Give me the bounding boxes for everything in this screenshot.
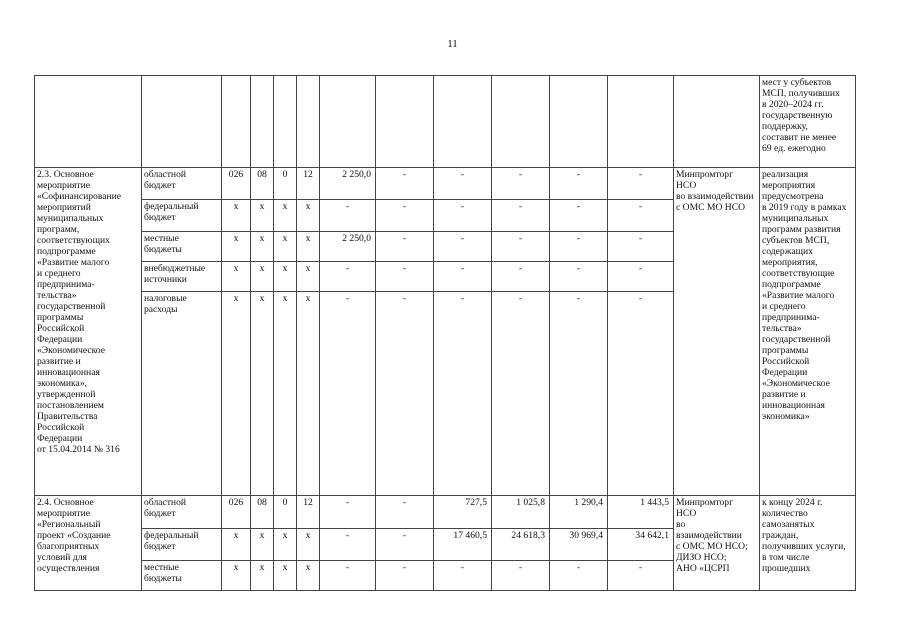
table-cell [608,76,674,168]
code-cell: 026 [222,168,251,200]
value-cell: - [320,292,376,496]
code-cell: х [222,200,251,232]
value-cell: - [492,200,550,232]
value-cell: 2 250,0 [320,168,376,200]
code-cell: х [297,561,320,591]
value-cell: 17 460,5 [434,529,492,561]
value-cell: - [434,292,492,496]
value-cell: - [608,561,674,591]
value-cell: 1 443,5 [608,496,674,529]
value-cell: - [492,232,550,262]
table-row [35,76,856,168]
table-cell [142,76,222,168]
value-cell: - [492,561,550,591]
value-cell: 727,5 [434,496,492,529]
table-cell [376,76,434,168]
value-cell: - [376,292,434,496]
value-cell: - [434,561,492,591]
code-cell: х [274,262,297,292]
code-cell: х [251,200,274,232]
value-cell: - [608,262,674,292]
executor-2-4: Минпромторг НСО во взаимодействии с ОМС МО НСО; ДИЗО НСО; АНО «ЦСРП [674,496,760,591]
table-row [35,168,856,200]
value-cell: - [434,200,492,232]
value-cell: - [376,168,434,200]
table-row [35,496,856,529]
value-cell: - [608,232,674,262]
table-cell [297,76,320,168]
value-cell: - [492,168,550,200]
code-cell: х [222,262,251,292]
funding-source: областной бюджет [142,496,222,529]
value-cell: - [376,232,434,262]
measure-name-2-4: 2.4. Основное мероприятие «Региональный проект «Создание благоприятных условий для осуществления [35,496,142,591]
code-cell: х [297,529,320,561]
code-cell: 0 [274,496,297,529]
executor-2-3: Минпромторг НСО во взаимодействии с ОМС МО НСО [674,168,760,496]
table-cell [35,76,142,168]
value-cell: - [320,200,376,232]
value-cell: - [376,262,434,292]
value-cell: - [434,262,492,292]
table-cell [674,76,760,168]
code-cell: х [251,292,274,496]
page-number: 11 [447,38,458,50]
value-cell: - [376,200,434,232]
code-cell: 12 [297,168,320,200]
code-cell: х [222,561,251,591]
code-cell: х [274,529,297,561]
funding-source: налоговые расходы [142,292,222,496]
code-cell: х [251,262,274,292]
value-cell: - [434,168,492,200]
measure-name-2-3: 2.3. Основное мероприятие «Софинансирование мероприятий муниципальных программ, соответствующих подпрограмме «Развитие малого и среднего предпринима- тельства» государственной программы Российской Федерации «Экономическое развитие и инновационная экономика», утвержденной постановлением Правительства Российской Федерации от 15.04.2014 № 316 [35,168,142,496]
value-cell: 24 618,3 [492,529,550,561]
code-cell: х [222,232,251,262]
program-table [34,75,856,591]
value-cell: - [320,561,376,591]
code-cell: х [251,561,274,591]
code-cell: 12 [297,496,320,529]
table-cell [222,76,251,168]
value-cell: - [376,561,434,591]
value-cell: - [434,232,492,262]
table-cell [251,76,274,168]
code-cell: х [251,529,274,561]
code-cell: х [274,200,297,232]
table-cell [550,76,608,168]
table-cell [320,76,376,168]
value-cell: - [376,529,434,561]
result-2-4: к концу 2024 г. количество самозанятых граждан, получивших услуги, в том числе прошедших [760,496,856,591]
value-cell: - [320,496,376,529]
table-cell [434,76,492,168]
value-cell: - [492,262,550,292]
code-cell: х [297,292,320,496]
code-cell: х [251,232,274,262]
funding-source: местные бюджеты [142,561,222,591]
code-cell: х [222,292,251,496]
code-cell: х [297,232,320,262]
value-cell: - [550,200,608,232]
result-cell: мест у субъектов МСП, получивших в 2020–2024 гг. государственную поддержку, составит не менее 69 ед. ежегодно [760,76,856,168]
value-cell: - [550,561,608,591]
result-2-3: реализация мероприятия предусмотрена в 2019 году в рамках муниципальных программ развития субъектов МСП, содержащих мероприятия, соответствующие подпрограмме «Развитие малого и среднего предпринима- тельства» государственной программы Российской Федерации «Экономическое развитие и инновационная экономика» [760,168,856,496]
code-cell: х [297,262,320,292]
code-cell: х [222,529,251,561]
code-cell: х [274,292,297,496]
table-cell [492,76,550,168]
value-cell: - [608,292,674,496]
value-cell: - [376,496,434,529]
code-cell: 08 [251,496,274,529]
code-cell: 026 [222,496,251,529]
value-cell: - [608,168,674,200]
value-cell: 1 290,4 [550,496,608,529]
value-cell: - [320,529,376,561]
value-cell: - [550,168,608,200]
funding-source: местные бюджеты [142,232,222,262]
table-cell [274,76,297,168]
value-cell: - [550,232,608,262]
funding-source: внебюджетные источники [142,262,222,292]
value-cell: 2 250,0 [320,232,376,262]
funding-source: федеральный бюджет [142,529,222,561]
value-cell: - [492,292,550,496]
code-cell: х [274,232,297,262]
value-cell: - [550,262,608,292]
funding-source: областной бюджет [142,168,222,200]
value-cell: 1 025,8 [492,496,550,529]
value-cell: - [320,262,376,292]
value-cell: - [550,292,608,496]
code-cell: х [274,561,297,591]
funding-source: федеральный бюджет [142,200,222,232]
value-cell: 34 642,1 [608,529,674,561]
code-cell: 08 [251,168,274,200]
code-cell: 0 [274,168,297,200]
value-cell: - [608,200,674,232]
value-cell: 30 969,4 [550,529,608,561]
code-cell: х [297,200,320,232]
